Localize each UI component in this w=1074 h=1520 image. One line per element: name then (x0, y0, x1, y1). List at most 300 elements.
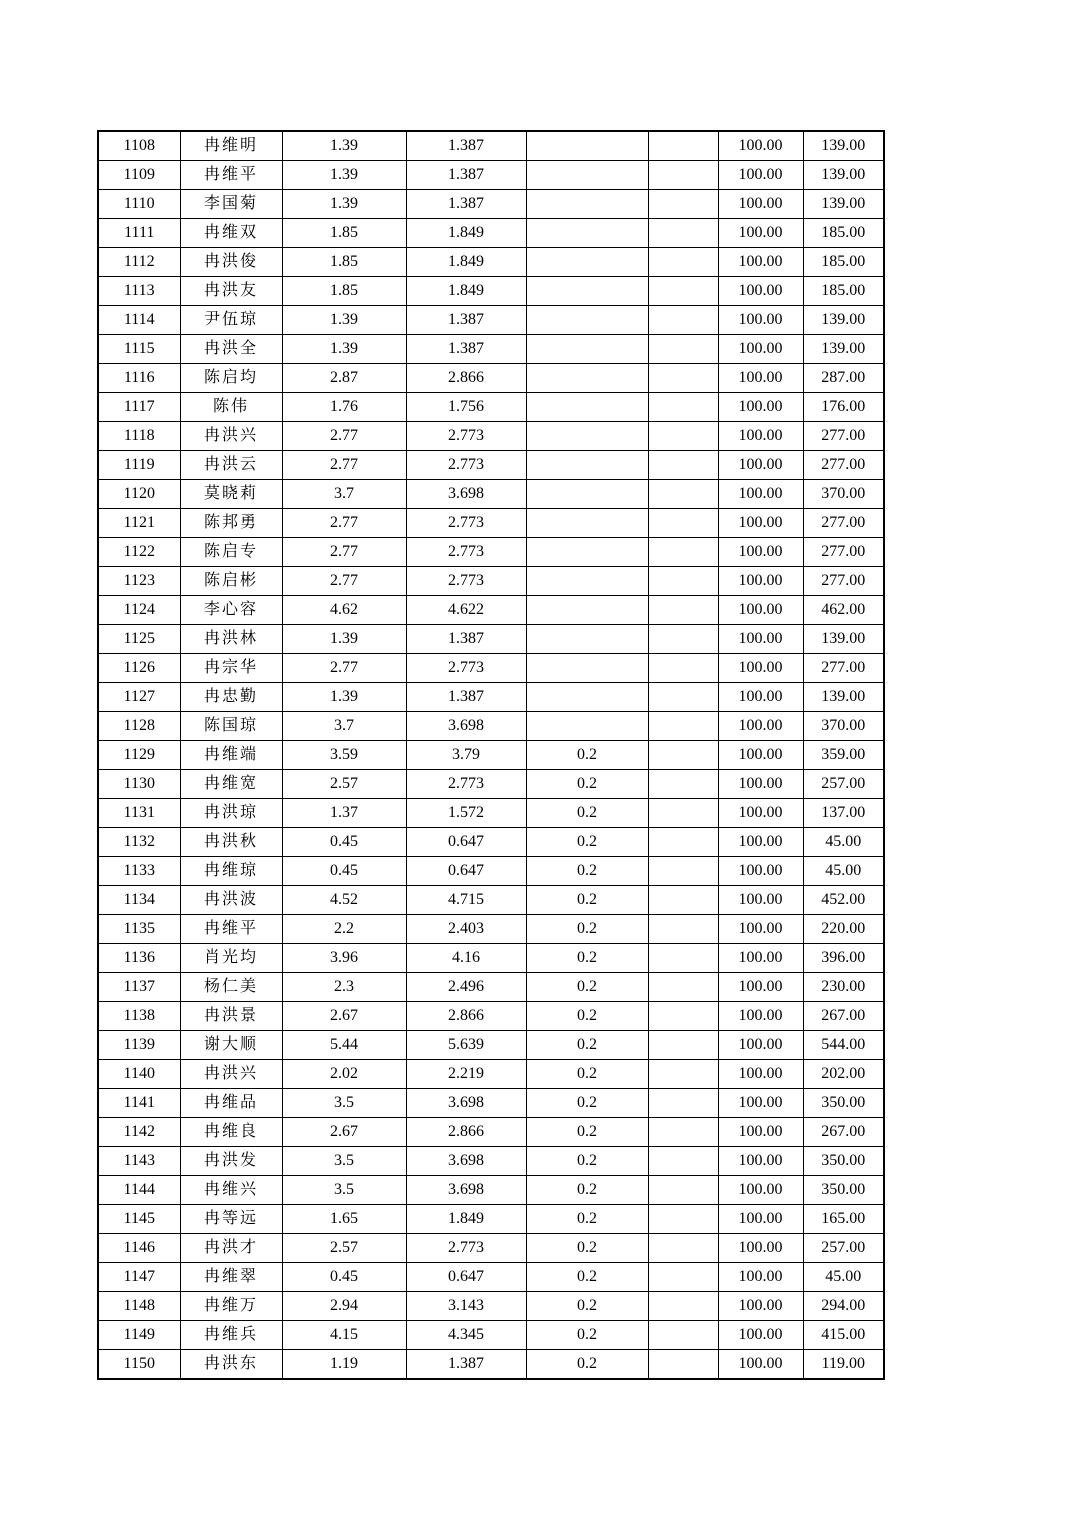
cell-unit-price: 100.00 (718, 1118, 803, 1147)
cell-value-b: 2.773 (406, 451, 526, 480)
cell-unit-price: 100.00 (718, 683, 803, 712)
cell-value-b: 1.849 (406, 248, 526, 277)
cell-value-b: 2.496 (406, 973, 526, 1002)
cell-value-d (648, 422, 718, 451)
cell-unit-price: 100.00 (718, 306, 803, 335)
cell-value-c: 0.2 (526, 1147, 648, 1176)
cell-unit-price: 100.00 (718, 393, 803, 422)
cell-value-b: 3.698 (406, 1089, 526, 1118)
cell-row-id: 1124 (98, 596, 180, 625)
cell-value-d (648, 770, 718, 799)
cell-value-b: 1.387 (406, 306, 526, 335)
cell-row-id: 1137 (98, 973, 180, 1002)
cell-amount: 287.00 (803, 364, 884, 393)
cell-amount: 277.00 (803, 509, 884, 538)
cell-value-c (526, 480, 648, 509)
cell-name: 冉维翠 (180, 1263, 282, 1292)
cell-value-b: 1.387 (406, 625, 526, 654)
cell-row-id: 1111 (98, 219, 180, 248)
cell-value-c: 0.2 (526, 1176, 648, 1205)
cell-value-d (648, 683, 718, 712)
cell-value-b: 1.849 (406, 219, 526, 248)
cell-value-a: 4.62 (282, 596, 406, 625)
cell-name: 冉忠勤 (180, 683, 282, 712)
cell-value-a: 2.87 (282, 364, 406, 393)
cell-value-c (526, 625, 648, 654)
cell-name: 冉洪才 (180, 1234, 282, 1263)
cell-value-d (648, 1321, 718, 1350)
cell-name: 谢大顺 (180, 1031, 282, 1060)
cell-row-id: 1128 (98, 712, 180, 741)
cell-value-a: 2.77 (282, 509, 406, 538)
cell-value-a: 2.77 (282, 451, 406, 480)
cell-amount: 257.00 (803, 1234, 884, 1263)
cell-value-a: 3.7 (282, 712, 406, 741)
cell-value-c: 0.2 (526, 1089, 648, 1118)
cell-value-d (648, 886, 718, 915)
table-row (98, 712, 884, 741)
table-row (98, 625, 884, 654)
cell-name: 莫晓莉 (180, 480, 282, 509)
cell-value-d (648, 712, 718, 741)
cell-name: 冉维明 (180, 131, 282, 161)
cell-value-c (526, 567, 648, 596)
table-row (98, 828, 884, 857)
cell-value-b: 2.403 (406, 915, 526, 944)
cell-amount: 165.00 (803, 1205, 884, 1234)
cell-value-b: 2.773 (406, 770, 526, 799)
cell-value-a: 1.65 (282, 1205, 406, 1234)
cell-row-id: 1135 (98, 915, 180, 944)
cell-name: 陈启专 (180, 538, 282, 567)
cell-value-a: 2.94 (282, 1292, 406, 1321)
cell-value-b: 1.849 (406, 277, 526, 306)
cell-amount: 139.00 (803, 625, 884, 654)
cell-unit-price: 100.00 (718, 1292, 803, 1321)
cell-name: 冉洪秋 (180, 828, 282, 857)
cell-value-c (526, 538, 648, 567)
cell-unit-price: 100.00 (718, 219, 803, 248)
cell-value-c: 0.2 (526, 770, 648, 799)
cell-value-d (648, 190, 718, 219)
cell-value-d (648, 1002, 718, 1031)
cell-name: 冉维宽 (180, 770, 282, 799)
cell-value-d (648, 567, 718, 596)
cell-row-id: 1138 (98, 1002, 180, 1031)
cell-value-d (648, 828, 718, 857)
cell-value-c: 0.2 (526, 1031, 648, 1060)
cell-value-d (648, 857, 718, 886)
cell-value-d (648, 1234, 718, 1263)
cell-name: 冉洪俊 (180, 248, 282, 277)
cell-value-b: 1.849 (406, 1205, 526, 1234)
cell-value-a: 2.67 (282, 1002, 406, 1031)
cell-value-b: 1.387 (406, 161, 526, 190)
cell-name: 杨仁美 (180, 973, 282, 1002)
cell-value-b: 1.387 (406, 335, 526, 364)
cell-amount: 294.00 (803, 1292, 884, 1321)
cell-value-c: 0.2 (526, 886, 648, 915)
cell-amount: 176.00 (803, 393, 884, 422)
cell-value-d (648, 654, 718, 683)
cell-value-b: 0.647 (406, 828, 526, 857)
data-table (97, 130, 885, 1380)
cell-value-a: 2.67 (282, 1118, 406, 1147)
cell-unit-price: 100.00 (718, 944, 803, 973)
table-row (98, 422, 884, 451)
cell-value-d (648, 1060, 718, 1089)
cell-value-a: 2.57 (282, 770, 406, 799)
cell-value-c: 0.2 (526, 799, 648, 828)
cell-row-id: 1132 (98, 828, 180, 857)
cell-value-c (526, 451, 648, 480)
cell-row-id: 1139 (98, 1031, 180, 1060)
cell-row-id: 1142 (98, 1118, 180, 1147)
cell-value-c (526, 509, 648, 538)
cell-value-c: 0.2 (526, 857, 648, 886)
cell-name: 冉洪波 (180, 886, 282, 915)
cell-value-d (648, 915, 718, 944)
cell-unit-price: 100.00 (718, 596, 803, 625)
table-row (98, 741, 884, 770)
table-row (98, 190, 884, 219)
cell-value-d (648, 335, 718, 364)
table-row (98, 509, 884, 538)
cell-amount: 452.00 (803, 886, 884, 915)
table-row (98, 1176, 884, 1205)
cell-name: 冉等远 (180, 1205, 282, 1234)
cell-row-id: 1150 (98, 1350, 180, 1380)
cell-amount: 139.00 (803, 683, 884, 712)
cell-value-a: 1.19 (282, 1350, 406, 1380)
cell-row-id: 1109 (98, 161, 180, 190)
cell-row-id: 1116 (98, 364, 180, 393)
cell-row-id: 1127 (98, 683, 180, 712)
cell-amount: 350.00 (803, 1089, 884, 1118)
cell-value-c (526, 654, 648, 683)
cell-row-id: 1122 (98, 538, 180, 567)
cell-value-c: 0.2 (526, 1060, 648, 1089)
cell-name: 冉洪兴 (180, 1060, 282, 1089)
cell-row-id: 1147 (98, 1263, 180, 1292)
cell-unit-price: 100.00 (718, 277, 803, 306)
table-row (98, 248, 884, 277)
cell-value-a: 1.85 (282, 277, 406, 306)
cell-value-d (648, 1089, 718, 1118)
cell-row-id: 1108 (98, 131, 180, 161)
cell-value-b: 2.773 (406, 567, 526, 596)
cell-amount: 544.00 (803, 1031, 884, 1060)
table-row (98, 364, 884, 393)
cell-name: 冉洪友 (180, 277, 282, 306)
cell-amount: 139.00 (803, 335, 884, 364)
cell-value-d (648, 1118, 718, 1147)
cell-value-c: 0.2 (526, 1002, 648, 1031)
cell-value-a: 3.5 (282, 1089, 406, 1118)
cell-value-d (648, 219, 718, 248)
cell-value-b: 1.387 (406, 190, 526, 219)
cell-value-d (648, 596, 718, 625)
cell-unit-price: 100.00 (718, 828, 803, 857)
cell-value-c: 0.2 (526, 1321, 648, 1350)
cell-unit-price: 100.00 (718, 1089, 803, 1118)
cell-value-a: 4.15 (282, 1321, 406, 1350)
cell-unit-price: 100.00 (718, 335, 803, 364)
cell-unit-price: 100.00 (718, 1234, 803, 1263)
cell-value-a: 0.45 (282, 828, 406, 857)
cell-name: 冉洪林 (180, 625, 282, 654)
cell-value-d (648, 393, 718, 422)
table-row (98, 219, 884, 248)
cell-value-d (648, 741, 718, 770)
table-row (98, 567, 884, 596)
cell-amount: 45.00 (803, 857, 884, 886)
cell-value-c (526, 306, 648, 335)
cell-unit-price: 100.00 (718, 1263, 803, 1292)
cell-value-a: 0.45 (282, 1263, 406, 1292)
cell-value-a: 1.39 (282, 161, 406, 190)
cell-row-id: 1112 (98, 248, 180, 277)
cell-value-c: 0.2 (526, 1350, 648, 1380)
cell-value-c (526, 335, 648, 364)
cell-unit-price: 100.00 (718, 625, 803, 654)
table-row (98, 1089, 884, 1118)
table-row (98, 480, 884, 509)
cell-amount: 350.00 (803, 1176, 884, 1205)
cell-value-a: 1.39 (282, 683, 406, 712)
cell-value-d (648, 1263, 718, 1292)
cell-name: 冉洪景 (180, 1002, 282, 1031)
cell-row-id: 1134 (98, 886, 180, 915)
cell-value-b: 3.698 (406, 1176, 526, 1205)
cell-name: 冉洪兴 (180, 422, 282, 451)
table-row (98, 973, 884, 1002)
table-row (98, 1205, 884, 1234)
cell-amount: 396.00 (803, 944, 884, 973)
cell-row-id: 1140 (98, 1060, 180, 1089)
cell-row-id: 1110 (98, 190, 180, 219)
table-row (98, 1002, 884, 1031)
cell-value-d (648, 480, 718, 509)
cell-amount: 277.00 (803, 451, 884, 480)
cell-unit-price: 100.00 (718, 509, 803, 538)
cell-amount: 277.00 (803, 567, 884, 596)
cell-value-c: 0.2 (526, 973, 648, 1002)
cell-value-d (648, 161, 718, 190)
cell-amount: 139.00 (803, 306, 884, 335)
cell-value-d (648, 799, 718, 828)
table-row (98, 915, 884, 944)
table-row (98, 1060, 884, 1089)
cell-unit-price: 100.00 (718, 799, 803, 828)
cell-name: 李心容 (180, 596, 282, 625)
table-row (98, 393, 884, 422)
table-row (98, 277, 884, 306)
cell-value-b: 3.143 (406, 1292, 526, 1321)
cell-amount: 202.00 (803, 1060, 884, 1089)
cell-row-id: 1145 (98, 1205, 180, 1234)
cell-name: 陈国琼 (180, 712, 282, 741)
cell-value-d (648, 248, 718, 277)
cell-row-id: 1121 (98, 509, 180, 538)
cell-value-a: 3.5 (282, 1176, 406, 1205)
table-row (98, 335, 884, 364)
cell-value-b: 0.647 (406, 857, 526, 886)
cell-value-b: 4.16 (406, 944, 526, 973)
cell-value-d (648, 973, 718, 1002)
cell-value-c: 0.2 (526, 1205, 648, 1234)
cell-value-c (526, 161, 648, 190)
cell-value-a: 2.2 (282, 915, 406, 944)
table-row (98, 1147, 884, 1176)
table-row (98, 799, 884, 828)
cell-value-d (648, 364, 718, 393)
cell-value-a: 1.85 (282, 219, 406, 248)
cell-value-a: 1.39 (282, 190, 406, 219)
cell-row-id: 1131 (98, 799, 180, 828)
cell-value-d (648, 277, 718, 306)
cell-unit-price: 100.00 (718, 712, 803, 741)
cell-value-d (648, 1176, 718, 1205)
cell-unit-price: 100.00 (718, 1205, 803, 1234)
cell-value-c: 0.2 (526, 1118, 648, 1147)
cell-row-id: 1144 (98, 1176, 180, 1205)
cell-amount: 267.00 (803, 1118, 884, 1147)
cell-value-d (648, 131, 718, 161)
cell-name: 冉维万 (180, 1292, 282, 1321)
table-row (98, 131, 884, 161)
cell-value-c (526, 393, 648, 422)
cell-value-d (648, 306, 718, 335)
cell-value-b: 0.647 (406, 1263, 526, 1292)
cell-name: 冉维双 (180, 219, 282, 248)
cell-row-id: 1133 (98, 857, 180, 886)
cell-value-b: 2.219 (406, 1060, 526, 1089)
cell-value-d (648, 1350, 718, 1380)
cell-amount: 267.00 (803, 1002, 884, 1031)
cell-name: 冉维平 (180, 161, 282, 190)
cell-amount: 359.00 (803, 741, 884, 770)
cell-value-b: 1.387 (406, 1350, 526, 1380)
cell-row-id: 1129 (98, 741, 180, 770)
cell-value-a: 4.52 (282, 886, 406, 915)
cell-amount: 277.00 (803, 422, 884, 451)
cell-value-d (648, 451, 718, 480)
cell-value-b: 3.79 (406, 741, 526, 770)
cell-name: 陈伟 (180, 393, 282, 422)
cell-value-c: 0.2 (526, 828, 648, 857)
cell-row-id: 1126 (98, 654, 180, 683)
cell-value-b: 2.866 (406, 1002, 526, 1031)
cell-value-c (526, 683, 648, 712)
table-row (98, 1031, 884, 1060)
table-row (98, 770, 884, 799)
cell-unit-price: 100.00 (718, 364, 803, 393)
cell-amount: 185.00 (803, 277, 884, 306)
cell-row-id: 1117 (98, 393, 180, 422)
cell-unit-price: 100.00 (718, 1321, 803, 1350)
cell-value-b: 4.345 (406, 1321, 526, 1350)
cell-name: 冉洪云 (180, 451, 282, 480)
cell-name: 冉洪全 (180, 335, 282, 364)
table-row (98, 306, 884, 335)
cell-unit-price: 100.00 (718, 190, 803, 219)
cell-unit-price: 100.00 (718, 248, 803, 277)
cell-unit-price: 100.00 (718, 161, 803, 190)
cell-row-id: 1119 (98, 451, 180, 480)
cell-value-c (526, 596, 648, 625)
cell-value-c: 0.2 (526, 741, 648, 770)
table-row (98, 683, 884, 712)
cell-amount: 230.00 (803, 973, 884, 1002)
cell-row-id: 1149 (98, 1321, 180, 1350)
cell-value-c (526, 277, 648, 306)
cell-value-c: 0.2 (526, 944, 648, 973)
cell-amount: 350.00 (803, 1147, 884, 1176)
cell-row-id: 1115 (98, 335, 180, 364)
cell-unit-price: 100.00 (718, 1002, 803, 1031)
cell-value-d (648, 1205, 718, 1234)
cell-value-b: 2.866 (406, 364, 526, 393)
table-row (98, 1292, 884, 1321)
cell-row-id: 1114 (98, 306, 180, 335)
cell-unit-price: 100.00 (718, 654, 803, 683)
cell-unit-price: 100.00 (718, 1060, 803, 1089)
cell-value-b: 3.698 (406, 712, 526, 741)
cell-value-b: 4.715 (406, 886, 526, 915)
cell-unit-price: 100.00 (718, 857, 803, 886)
cell-value-b: 1.387 (406, 131, 526, 161)
cell-amount: 119.00 (803, 1350, 884, 1380)
cell-row-id: 1146 (98, 1234, 180, 1263)
cell-value-a: 2.77 (282, 654, 406, 683)
cell-value-a: 5.44 (282, 1031, 406, 1060)
cell-amount: 462.00 (803, 596, 884, 625)
cell-amount: 370.00 (803, 480, 884, 509)
cell-name: 陈启均 (180, 364, 282, 393)
table-row (98, 1263, 884, 1292)
cell-value-b: 2.773 (406, 538, 526, 567)
table-body (98, 131, 884, 1379)
cell-name: 陈邦勇 (180, 509, 282, 538)
cell-value-c (526, 131, 648, 161)
cell-row-id: 1113 (98, 277, 180, 306)
cell-value-c: 0.2 (526, 1292, 648, 1321)
cell-unit-price: 100.00 (718, 1176, 803, 1205)
table-row (98, 857, 884, 886)
cell-value-a: 1.76 (282, 393, 406, 422)
cell-value-a: 1.39 (282, 131, 406, 161)
cell-name: 冉维品 (180, 1089, 282, 1118)
cell-value-a: 2.57 (282, 1234, 406, 1263)
cell-value-b: 2.866 (406, 1118, 526, 1147)
cell-amount: 139.00 (803, 190, 884, 219)
table-row (98, 1118, 884, 1147)
cell-value-d (648, 625, 718, 654)
cell-name: 冉维平 (180, 915, 282, 944)
table-row (98, 1234, 884, 1263)
cell-value-b: 1.387 (406, 683, 526, 712)
cell-name: 冉洪东 (180, 1350, 282, 1380)
table-row (98, 1321, 884, 1350)
cell-value-c (526, 219, 648, 248)
cell-value-d (648, 1031, 718, 1060)
cell-value-c (526, 364, 648, 393)
cell-value-b: 2.773 (406, 1234, 526, 1263)
cell-value-a: 3.5 (282, 1147, 406, 1176)
cell-name: 冉宗华 (180, 654, 282, 683)
cell-name: 冉洪琼 (180, 799, 282, 828)
